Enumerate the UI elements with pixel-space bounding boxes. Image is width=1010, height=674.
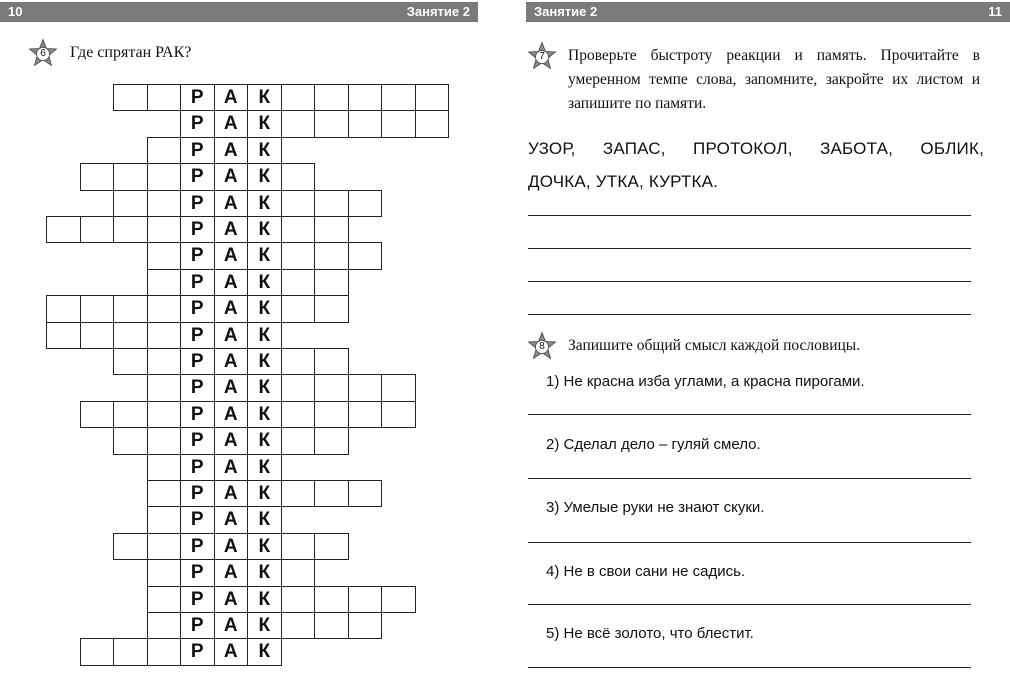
grid-letter-cell: Р [180, 163, 215, 190]
grid-letter-cell: К [247, 427, 282, 454]
grid-blank-cell [314, 348, 349, 375]
grid-letter-cell: К [247, 374, 282, 401]
grid-letter-cell: А [214, 190, 249, 217]
grid-letter-cell: А [214, 242, 249, 269]
right-page-header [526, 2, 1010, 22]
grid-blank-cell [281, 348, 316, 375]
grid-letter-cell: К [247, 110, 282, 137]
grid-blank-cell [281, 427, 316, 454]
grid-letter-cell: А [214, 110, 249, 137]
grid-blank-cell [314, 84, 349, 111]
grid-blank-cell [281, 559, 316, 586]
grid-blank-cell [314, 533, 349, 560]
grid-letter-cell: Р [180, 322, 215, 349]
grid-letter-cell: А [214, 612, 249, 639]
lesson-title: Занятие 2 [534, 4, 598, 19]
grid-letter-cell: Р [180, 506, 215, 533]
grid-blank-cell [348, 84, 383, 111]
grid-letter-cell: А [214, 533, 249, 560]
proverb-item: 1) Не красна изба углами, а красна пирогами. [546, 373, 865, 390]
grid-blank-cell [147, 295, 182, 322]
left-page [0, 0, 490, 674]
grid-letter-cell: Р [180, 110, 215, 137]
task-8-star-icon [527, 331, 557, 361]
grid-blank-cell [381, 110, 416, 137]
grid-letter-cell: Р [180, 190, 215, 217]
grid-blank-cell [348, 401, 383, 428]
grid-blank-cell [80, 638, 115, 665]
grid-letter-cell: А [214, 84, 249, 111]
grid-blank-cell [281, 163, 316, 190]
grid-letter-cell: Р [180, 612, 215, 639]
grid-blank-cell [147, 190, 182, 217]
grid-blank-cell [415, 84, 450, 111]
answer-line [528, 281, 971, 282]
grid-blank-cell [113, 427, 148, 454]
grid-blank-cell [113, 638, 148, 665]
grid-blank-cell [381, 84, 416, 111]
proverb-item: 3) Умелые руки не знают скуки. [546, 499, 765, 516]
grid-blank-cell [113, 533, 148, 560]
grid-blank-cell [147, 84, 182, 111]
task-7-instructions: Проверьте быстроту реакции и память. Прочитайте в умеренном темпе слова, запомните, закройте их листом и запишите по памяти. [568, 47, 980, 112]
grid-letter-cell: К [247, 190, 282, 217]
grid-letter-cell: А [214, 295, 249, 322]
grid-letter-cell: К [247, 401, 282, 428]
grid-blank-cell [113, 163, 148, 190]
answer-line [528, 314, 971, 315]
answer-line [528, 414, 971, 415]
grid-letter-cell: К [247, 295, 282, 322]
grid-blank-cell [147, 638, 182, 665]
grid-letter-cell: А [214, 454, 249, 481]
grid-blank-cell [281, 480, 316, 507]
grid-letter-cell: К [247, 137, 282, 164]
answer-line [528, 478, 971, 479]
left-page-header [0, 2, 478, 22]
grid-blank-cell [113, 401, 148, 428]
grid-letter-cell: А [214, 506, 249, 533]
grid-blank-cell [314, 427, 349, 454]
grid-blank-cell [281, 110, 316, 137]
grid-blank-cell [314, 190, 349, 217]
task-number: 8 [539, 341, 545, 352]
grid-blank-cell [80, 163, 115, 190]
grid-blank-cell [314, 110, 349, 137]
grid-blank-cell [314, 242, 349, 269]
grid-letter-cell: Р [180, 348, 215, 375]
grid-blank-cell [281, 269, 316, 296]
grid-blank-cell [147, 506, 182, 533]
grid-blank-cell [113, 322, 148, 349]
grid-blank-cell [46, 216, 81, 243]
grid-letter-cell: Р [180, 454, 215, 481]
answer-line [528, 542, 971, 543]
grid-blank-cell [348, 242, 383, 269]
grid-blank-cell [147, 586, 182, 613]
grid-blank-cell [381, 586, 416, 613]
grid-blank-cell [113, 348, 148, 375]
grid-letter-cell: Р [180, 559, 215, 586]
grid-blank-cell [314, 374, 349, 401]
grid-blank-cell [314, 480, 349, 507]
grid-blank-cell [46, 295, 81, 322]
grid-letter-cell: К [247, 586, 282, 613]
grid-letter-cell: А [214, 269, 249, 296]
task-7-star-icon [527, 41, 557, 71]
grid-blank-cell [381, 374, 416, 401]
grid-blank-cell [80, 401, 115, 428]
grid-letter-cell: Р [180, 374, 215, 401]
grid-blank-cell [147, 480, 182, 507]
answer-line [528, 604, 971, 605]
grid-blank-cell [147, 454, 182, 481]
memory-words-line-1: УЗОР, ЗАПАС, ПРОТОКОЛ, ЗАБОТА, ОБЛИК, [528, 139, 984, 158]
grid-letter-cell: К [247, 480, 282, 507]
grid-blank-cell [80, 295, 115, 322]
grid-blank-cell [281, 586, 316, 613]
grid-blank-cell [113, 295, 148, 322]
grid-letter-cell: К [247, 612, 282, 639]
grid-blank-cell [314, 269, 349, 296]
task-6-title: Где спрятан РАК? [70, 44, 192, 61]
grid-blank-cell [113, 190, 148, 217]
grid-blank-cell [314, 586, 349, 613]
grid-blank-cell [314, 401, 349, 428]
task-6-star-icon [28, 38, 58, 68]
grid-letter-cell: Р [180, 216, 215, 243]
grid-blank-cell [147, 322, 182, 349]
grid-blank-cell [147, 163, 182, 190]
grid-letter-cell: К [247, 242, 282, 269]
grid-blank-cell [147, 533, 182, 560]
memory-words-line-2: ДОЧКА, УТКА, КУРТКА. [528, 172, 719, 191]
proverb-item: 5) Не всё золото, что блестит. [546, 625, 754, 642]
task-number: 7 [539, 51, 545, 62]
answer-line [528, 248, 971, 249]
grid-blank-cell [46, 322, 81, 349]
grid-blank-cell [147, 401, 182, 428]
grid-blank-cell [281, 533, 316, 560]
grid-letter-cell: К [247, 84, 282, 111]
grid-letter-cell: Р [180, 84, 215, 111]
task-number: 6 [40, 48, 46, 59]
grid-blank-cell [314, 216, 349, 243]
grid-letter-cell: К [247, 322, 282, 349]
grid-letter-cell: Р [180, 586, 215, 613]
grid-blank-cell [348, 190, 383, 217]
page-number: 11 [988, 4, 1002, 19]
proverb-item: 4) Не в свои сани не садись. [546, 563, 746, 580]
grid-letter-cell: А [214, 374, 249, 401]
grid-letter-cell: А [214, 348, 249, 375]
right-page [510, 0, 1000, 674]
grid-letter-cell: Р [180, 427, 215, 454]
grid-blank-cell [314, 295, 349, 322]
grid-letter-cell: А [214, 216, 249, 243]
grid-letter-cell: Р [180, 242, 215, 269]
grid-blank-cell [281, 190, 316, 217]
task-8-title: Запишите общий смысл каждой пословицы. [568, 337, 861, 354]
grid-blank-cell [281, 216, 316, 243]
grid-blank-cell [80, 322, 115, 349]
grid-letter-cell: К [247, 454, 282, 481]
grid-letter-cell: Р [180, 401, 215, 428]
grid-letter-cell: К [247, 533, 282, 560]
page-number: 10 [8, 4, 23, 19]
grid-letter-cell: К [247, 269, 282, 296]
grid-blank-cell [147, 427, 182, 454]
grid-blank-cell [80, 216, 115, 243]
grid-blank-cell [147, 559, 182, 586]
grid-blank-cell [281, 401, 316, 428]
grid-blank-cell [381, 401, 416, 428]
grid-letter-cell: А [214, 427, 249, 454]
grid-blank-cell [147, 374, 182, 401]
answer-line [528, 667, 971, 668]
grid-letter-cell: К [247, 638, 282, 665]
proverb-item: 2) Сделал дело – гуляй смело. [546, 436, 761, 453]
grid-letter-cell: А [214, 137, 249, 164]
grid-blank-cell [281, 84, 316, 111]
grid-letter-cell: Р [180, 533, 215, 560]
grid-letter-cell: Р [180, 269, 215, 296]
grid-blank-cell [147, 348, 182, 375]
grid-letter-cell: А [214, 322, 249, 349]
grid-blank-cell [147, 137, 182, 164]
grid-letter-cell: К [247, 216, 282, 243]
grid-blank-cell [348, 586, 383, 613]
grid-letter-cell: К [247, 163, 282, 190]
memory-words [528, 132, 984, 198]
grid-letter-cell: Р [180, 295, 215, 322]
grid-blank-cell [281, 295, 316, 322]
grid-letter-cell: А [214, 559, 249, 586]
grid-blank-cell [314, 612, 349, 639]
grid-letter-cell: Р [180, 137, 215, 164]
grid-blank-cell [147, 242, 182, 269]
grid-letter-cell: К [247, 506, 282, 533]
grid-letter-cell: А [214, 163, 249, 190]
grid-blank-cell [348, 480, 383, 507]
grid-letter-cell: А [214, 480, 249, 507]
grid-letter-cell: А [214, 586, 249, 613]
grid-blank-cell [415, 110, 450, 137]
grid-letter-cell: Р [180, 480, 215, 507]
grid-blank-cell [147, 216, 182, 243]
grid-letter-cell: К [247, 348, 282, 375]
grid-blank-cell [113, 216, 148, 243]
grid-blank-cell [147, 612, 182, 639]
grid-blank-cell [147, 269, 182, 296]
lesson-title: Занятие 2 [406, 4, 470, 19]
grid-blank-cell [281, 242, 316, 269]
grid-letter-cell: К [247, 559, 282, 586]
grid-blank-cell [113, 84, 148, 111]
grid-blank-cell [281, 612, 316, 639]
grid-letter-cell: А [214, 401, 249, 428]
grid-blank-cell [281, 374, 316, 401]
answer-line [528, 215, 971, 216]
grid-letter-cell: Р [180, 638, 215, 665]
grid-blank-cell [348, 612, 383, 639]
grid-blank-cell [348, 374, 383, 401]
grid-blank-cell [348, 110, 383, 137]
grid-letter-cell: А [214, 638, 249, 665]
